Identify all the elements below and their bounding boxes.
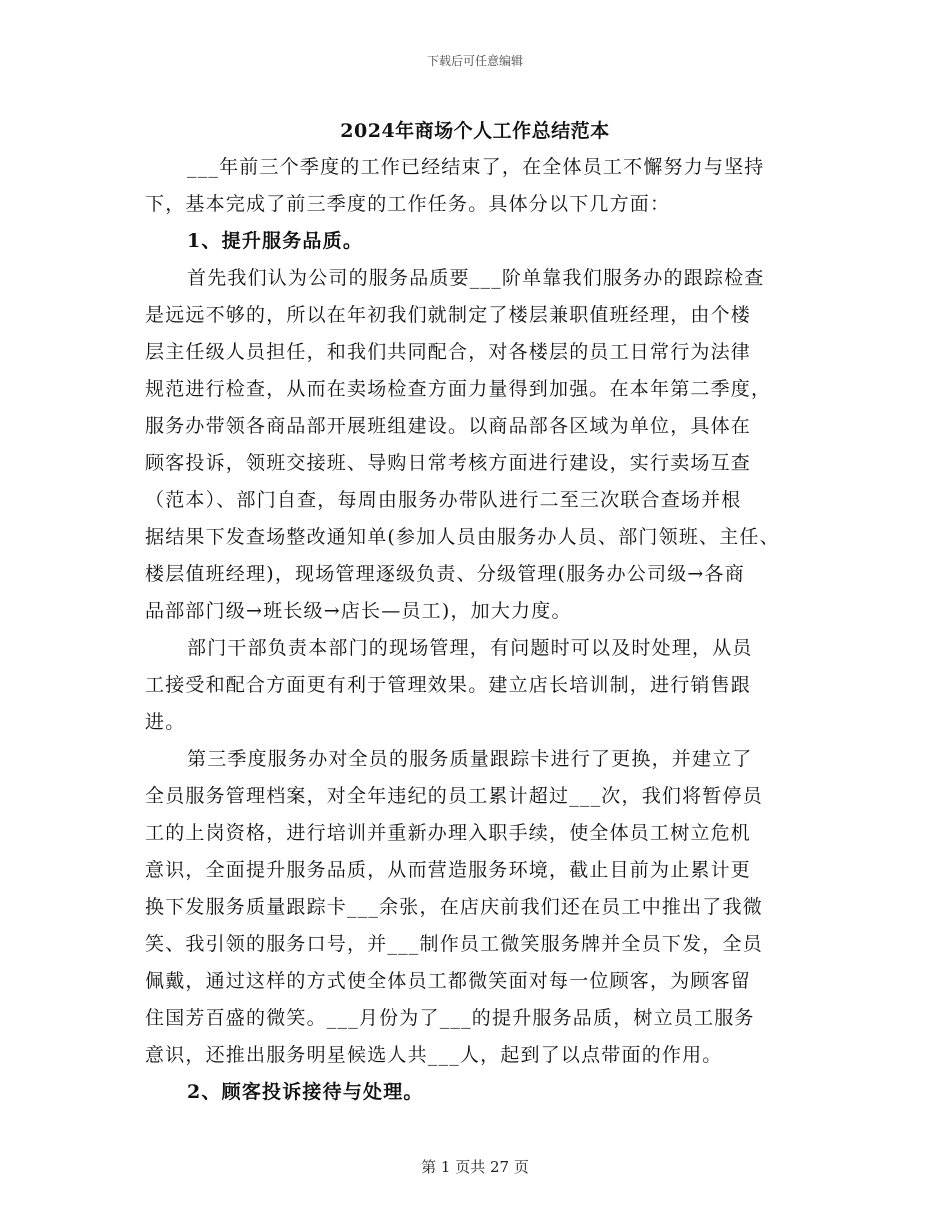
paragraph-line: ___年前三个季度的工作已经结束了，在全体员工不懈努力与坚持	[187, 156, 765, 178]
section-heading: 1、提升服务品质。	[187, 230, 364, 252]
paragraph-line: 层主任级人员担任，和我们共同配合，对各楼层的员工日常行为法律	[145, 341, 752, 363]
paragraph-line: 是远远不够的，所以在年初我们就制定了楼层兼职值班经理，由个楼	[145, 304, 752, 326]
paragraph-line: 据结果下发查场整改通知单(参加人员由服务办人员、部门领班、主任、	[145, 526, 780, 548]
paragraph-line: 换下发服务质量跟踪卡___余张，在店庆前我们还在员工中推出了我微	[145, 896, 763, 918]
paragraph-line: 下，基本完成了前三季度的工作任务。具体分以下几方面：	[145, 193, 671, 215]
section-heading: 2、顾客投诉接待与处理。	[187, 1081, 424, 1103]
paragraph-line: 住国芳百盛的微笑。___月份为了___的提升服务品质，树立员工服务	[145, 1007, 755, 1029]
paragraph-line: 佩戴，通过这样的方式使全体员工都微笑面对每一位顾客，为顾客留	[145, 970, 752, 992]
paragraph-line: 工接受和配合方面更有利于管理效果。建立店长培训制，进行销售跟	[145, 674, 752, 696]
paragraph-line: 笑、我引领的服务口号，并___制作员工微笑服务牌并全员下发，全员	[145, 933, 763, 955]
paragraph-line: 第三季度服务办对全员的服务质量跟踪卡进行了更换，并建立了	[187, 748, 753, 770]
paragraph-line: 意识，全面提升服务品质，从而营造服务环境，截止目前为止累计更	[145, 859, 752, 881]
paragraph-line: 规范进行检查，从而在卖场检查方面力量得到加强。在本年第二季度，	[145, 378, 772, 400]
paragraph-line: 全员服务管理档案，对全年违纪的员工累计超过___次，我们将暂停员	[145, 785, 763, 807]
page-header: 下载后可任意编辑	[426, 54, 523, 68]
paragraph-line: 意识，还推出服务明星候选人共___人，起到了以点带面的作用。	[145, 1044, 723, 1066]
paragraph-line: 品部部门级→班长级→店长—员工)，加大力度。	[145, 600, 572, 622]
paragraph-line: 工的上岗资格，进行培训并重新办理入职手续，使全体员工树立危机	[145, 822, 752, 844]
paragraph-line: 顾客投诉，领班交接班、导购日常考核方面进行建设，实行卖场互查	[145, 452, 752, 474]
document-title: 2024年商场个人工作总结范本	[340, 120, 610, 142]
paragraph-line: 服务办带领各商品部开展班组建设。以商品部各区域为单位，具体在	[145, 415, 752, 437]
paragraph-line: 楼层值班经理)，现场管理逐级负责、分级管理(服务办公司级→各商	[145, 563, 745, 585]
paragraph-line: 部门干部负责本部门的现场管理，有问题时可以及时处理，从员	[187, 637, 753, 659]
paragraph-line: 首先我们认为公司的服务品质要___阶单靠我们服务办的跟踪检查	[187, 267, 765, 289]
paragraph-line: 进。	[145, 711, 186, 733]
page-footer: 第 1 页共 27 页	[421, 1158, 529, 1176]
paragraph-line: （范本）、部门自查，每周由服务办带队进行二至三次联合查场并根	[145, 489, 742, 511]
